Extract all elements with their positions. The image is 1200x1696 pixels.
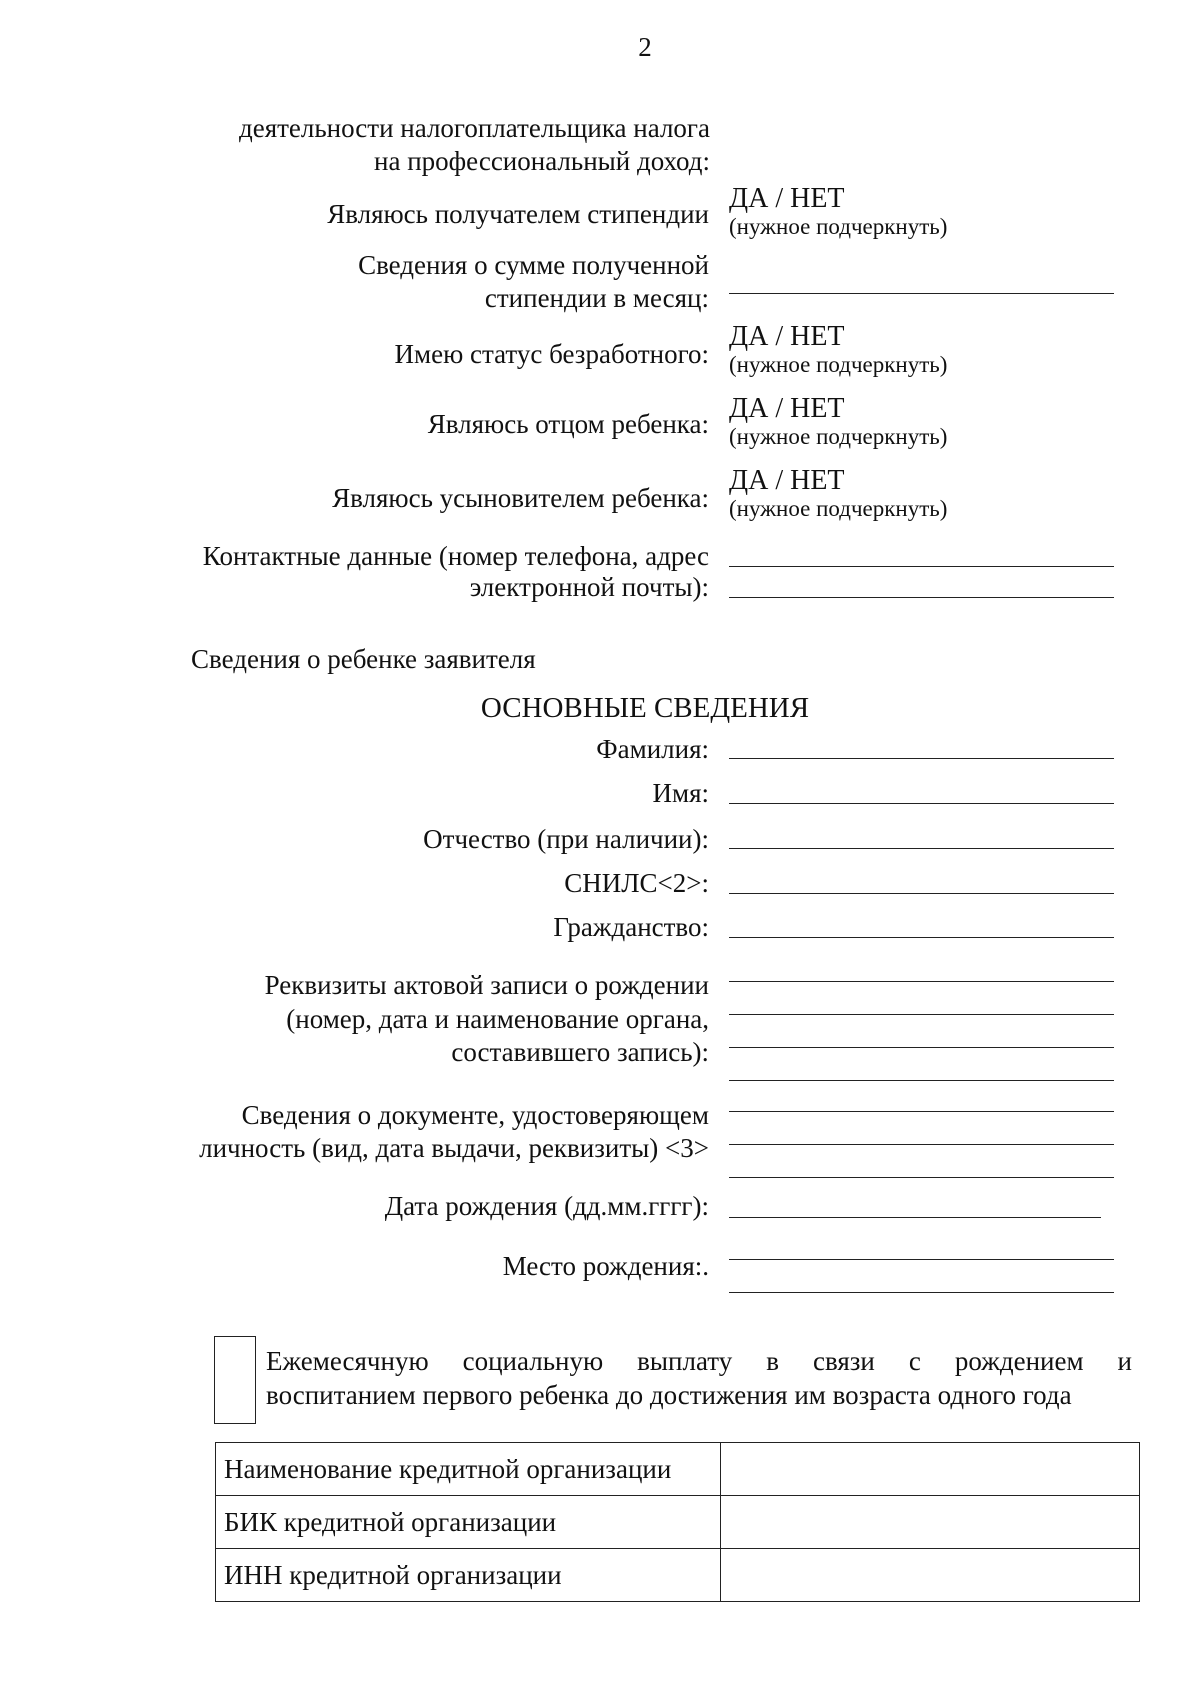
bank-name-value[interactable] <box>721 1443 1140 1496</box>
page-number: 2 <box>638 32 652 62</box>
scholarship-yes-no-choice[interactable] <box>729 184 947 240</box>
scholarship-label: Являюсь получателем стипендии <box>327 199 709 229</box>
underline-hint: (нужное подчеркнуть) <box>729 496 948 521</box>
taxpayer-tail-line1: деятельности налогоплательщика налога <box>238 113 710 143</box>
yes-no-text: ДА / НЕТ <box>729 393 845 424</box>
birth-date-label: Дата рождения (дд.мм.гггг): <box>384 1191 709 1221</box>
id-doc-field-line1[interactable] <box>729 1111 1114 1112</box>
table-row <box>216 1549 1140 1602</box>
birth-place-field-line1[interactable] <box>729 1259 1114 1260</box>
table-row <box>216 1443 1140 1496</box>
id-doc-field-line3[interactable] <box>729 1177 1114 1178</box>
snils-field[interactable] <box>729 893 1114 894</box>
basic-info-heading: ОСНОВНЫЕ СВЕДЕНИЯ <box>480 692 810 724</box>
contacts-label-line1: Контактные данные (номер телефона, адрес <box>202 541 709 571</box>
birth-place-label: Место рождения:. <box>502 1251 709 1281</box>
contacts-field-line2[interactable] <box>729 597 1114 598</box>
contacts-label-line2: электронной почты): <box>469 572 709 602</box>
unemployed-yes-no-choice[interactable] <box>729 322 947 378</box>
unemployed-label: Имею статус безработного: <box>394 339 709 369</box>
payment-text-line2: воспитанием первого ребенка до достижения им возраста одного года <box>266 1380 1072 1410</box>
bank-bik-value[interactable] <box>721 1496 1140 1549</box>
id-doc-label-line2: личность (вид, дата выдачи, реквизиты) <3> <box>199 1133 709 1163</box>
underline-hint: (нужное подчеркнуть) <box>729 424 948 449</box>
surname-label: Фамилия: <box>596 734 709 764</box>
bank-inn-label: ИНН кредитной организации <box>216 1549 721 1602</box>
birth-record-field-line1[interactable] <box>729 981 1114 982</box>
scholarship-sum-field[interactable] <box>729 293 1114 294</box>
scholarship-sum-label-line1: Сведения о сумме полученной <box>358 250 709 280</box>
patronymic-field[interactable] <box>729 848 1114 849</box>
name-field[interactable] <box>729 803 1114 804</box>
yes-no-text: ДА / НЕТ <box>729 321 845 352</box>
adopter-yes-no-choice[interactable] <box>729 466 947 522</box>
surname-field[interactable] <box>729 758 1114 759</box>
bank-details-table <box>215 1442 1140 1602</box>
bank-inn-value[interactable] <box>721 1549 1140 1602</box>
patronymic-label: Отчество (при наличии): <box>423 824 709 854</box>
contacts-field-line1[interactable] <box>729 566 1114 567</box>
underline-hint: (нужное подчеркнуть) <box>729 352 948 377</box>
birth-record-field-line4[interactable] <box>729 1080 1114 1081</box>
birth-place-field-line2[interactable] <box>729 1292 1114 1293</box>
name-label: Имя: <box>652 778 709 808</box>
underline-hint: (нужное подчеркнуть) <box>729 214 948 239</box>
father-label: Являюсь отцом ребенка: <box>427 409 709 439</box>
payment-description <box>266 1344 1132 1412</box>
birth-record-field-line3[interactable] <box>729 1047 1114 1048</box>
birth-record-label-line3: составившего запись): <box>451 1037 709 1067</box>
taxpayer-tail-line2: на профессиональный доход: <box>374 146 710 176</box>
birth-date-field[interactable] <box>729 1217 1101 1218</box>
bank-name-label: Наименование кредитной организации <box>216 1443 721 1496</box>
birth-record-label-line2: (номер, дата и наименование органа, <box>286 1004 709 1034</box>
payment-checkbox[interactable] <box>214 1336 256 1424</box>
yes-no-text: ДА / НЕТ <box>729 183 845 214</box>
scholarship-sum-label-line2: стипендии в месяц: <box>484 283 709 313</box>
bank-bik-label: БИК кредитной организации <box>216 1496 721 1549</box>
birth-record-field-line2[interactable] <box>729 1014 1114 1015</box>
table-row <box>216 1496 1140 1549</box>
birth-record-label-line1: Реквизиты актовой записи о рождении <box>264 970 709 1000</box>
id-doc-field-line2[interactable] <box>729 1144 1114 1145</box>
father-yes-no-choice[interactable] <box>729 394 947 450</box>
snils-label: СНИЛС<2>: <box>564 868 709 898</box>
child-section-title: Сведения о ребенке заявителя <box>191 644 536 674</box>
id-doc-label-line1: Сведения о документе, удостоверяющем <box>241 1100 709 1130</box>
payment-text-line1: Ежемесячную социальную выплату в связи с рождением и <box>266 1346 1132 1376</box>
citizenship-label: Гражданство: <box>553 912 709 942</box>
citizenship-field[interactable] <box>729 937 1114 938</box>
adopter-label: Являюсь усыновителем ребенка: <box>332 483 709 513</box>
yes-no-text: ДА / НЕТ <box>729 465 845 496</box>
